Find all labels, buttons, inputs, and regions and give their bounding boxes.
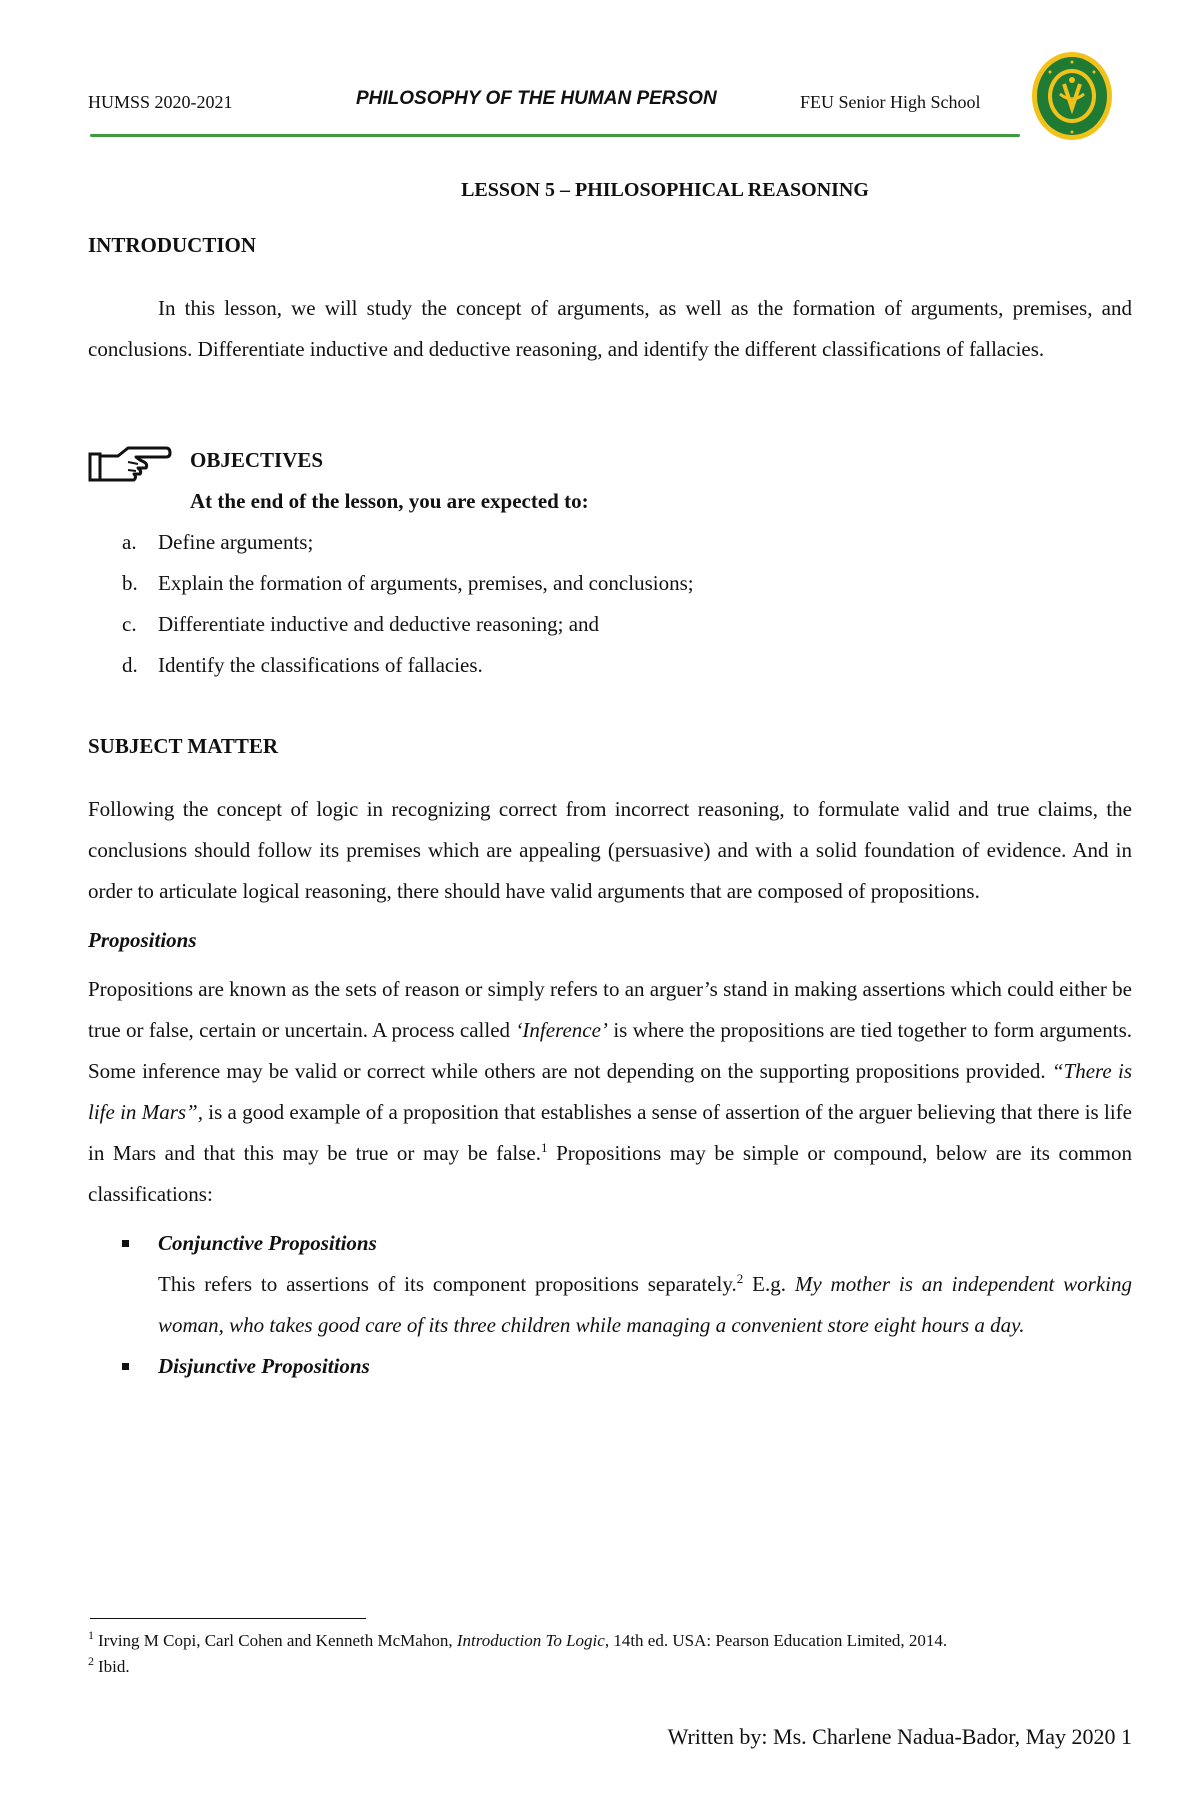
text-run: , 14th ed. USA: Pearson Education Limited, 2014. bbox=[604, 1631, 948, 1650]
text-run: is where the propositions are tied together to form arguments. Some inference may be valid or correct while others are not depending on the supporting propositions provided. bbox=[88, 1018, 1133, 1083]
document-body bbox=[88, 170, 1132, 1387]
pointing-hand-icon bbox=[88, 442, 172, 488]
footnote-number: 2 bbox=[88, 1654, 94, 1669]
footnote-divider bbox=[90, 1618, 366, 1619]
objectives-subheading: At the end of the lesson, you are expected to: bbox=[190, 489, 589, 513]
list-item bbox=[88, 645, 1132, 686]
header-school-year: HUMSS 2020-2021 bbox=[88, 92, 233, 112]
inference-term: ‘Inference’ bbox=[515, 1018, 608, 1042]
header-divider bbox=[90, 134, 1020, 137]
footnote-ref[interactable]: 1 bbox=[541, 1140, 548, 1155]
header-course-title: PHILOSOPHY OF THE HUMAN PERSON bbox=[356, 88, 717, 109]
text-run: Propositions may be simple or compound, below are its common classifications: bbox=[88, 1141, 1132, 1206]
objective-text: Identify the classifications of fallacies. bbox=[158, 653, 483, 677]
objectives-heading: OBJECTIVES bbox=[190, 448, 324, 472]
list-item bbox=[88, 1223, 1132, 1346]
list-item bbox=[88, 522, 1132, 563]
list-marker: c. bbox=[122, 612, 137, 636]
introduction-text: In this lesson, we will study the concept of arguments, as well as the formation of arguments, premises, and conclusions. Differentiate inductive and deductive reasoning, and identify the different classifications of fallacies. bbox=[88, 296, 1132, 361]
list-marker: a. bbox=[122, 530, 137, 554]
classification-list bbox=[88, 1223, 1132, 1387]
bullet-square-icon bbox=[122, 1240, 129, 1247]
page-header bbox=[88, 88, 1020, 112]
feu-seal-logo-icon bbox=[1030, 50, 1114, 142]
subject-matter-text: Following the concept of logic in recognizing correct from incorrect reasoning, to formulate valid and true claims, the conclusions should follow its premises which are appealing (persuasive) and with a solid foundation of evidence. And in order to articulate logical reasoning, there should have valid arguments that are composed of propositions. bbox=[88, 797, 1132, 903]
objective-text: Explain the formation of arguments, premises, and conclusions; bbox=[158, 571, 694, 595]
text-run: Propositions are known as the sets of reason or simply refers to an arguer’s stand in making assertions which could either be true or false, certain or uncertain. A process called bbox=[88, 977, 1132, 1042]
bullet-square-icon bbox=[122, 1363, 129, 1370]
footnote-item bbox=[88, 1628, 1088, 1654]
objectives-section bbox=[88, 440, 1132, 522]
disjunctive-title: Disjunctive Propositions bbox=[158, 1354, 370, 1378]
author-signature-line: Written by: Ms. Charlene Nadua-Bador, May 2020 1 bbox=[667, 1724, 1132, 1749]
list-item bbox=[88, 604, 1132, 645]
list-marker: b. bbox=[122, 571, 138, 595]
conjunctive-title: Conjunctive Propositions bbox=[158, 1231, 377, 1255]
propositions-text bbox=[88, 969, 1132, 1215]
objectives-list bbox=[88, 522, 1132, 686]
footnote-ref[interactable]: 2 bbox=[736, 1271, 744, 1286]
footnote-number: 1 bbox=[88, 1628, 94, 1643]
subject-matter-heading: SUBJECT MATTER bbox=[88, 734, 279, 758]
list-item bbox=[88, 563, 1132, 604]
conjunctive-text bbox=[158, 1264, 1132, 1346]
list-item bbox=[88, 1346, 1132, 1387]
propositions-heading: Propositions bbox=[88, 928, 197, 952]
lesson-title: LESSON 5 – PHILOSOPHICAL REASONING bbox=[461, 179, 869, 201]
text-run: E.g. bbox=[743, 1272, 795, 1296]
text-run: is a good example of a proposition that establishes a sense of assertion of the arguer believing that there is life in Mars and that this may be true or may be false. bbox=[88, 1100, 1132, 1165]
footnotes bbox=[88, 1628, 1088, 1680]
list-marker: d. bbox=[122, 653, 138, 677]
footnote-item bbox=[88, 1654, 1088, 1680]
book-title: Introduction To Logic bbox=[456, 1631, 605, 1650]
objective-text: Define arguments; bbox=[158, 530, 314, 554]
introduction-heading: INTRODUCTION bbox=[88, 233, 257, 257]
header-school-name: FEU Senior High School bbox=[800, 92, 981, 112]
example-quote: “There is life in Mars”, bbox=[88, 1059, 1132, 1124]
text-run: Irving M Copi, Carl Cohen and Kenneth McMahon, bbox=[98, 1631, 457, 1650]
text-run: This refers to assertions of its component propositions separately. bbox=[158, 1272, 737, 1296]
objective-text: Differentiate inductive and deductive reasoning; and bbox=[158, 612, 600, 636]
text-run: Ibid. bbox=[98, 1657, 130, 1676]
conjunctive-example: My mother is an independent working woman, who takes good care of its three children while managing a convenient store eight hours a day. bbox=[158, 1272, 1132, 1337]
